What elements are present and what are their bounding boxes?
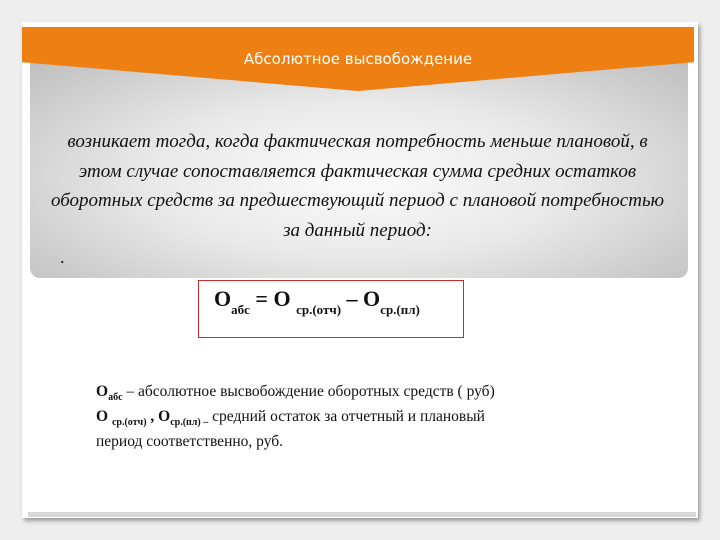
legend-text: – абсолютное высвобождение оборотных средств ( руб) bbox=[122, 383, 495, 400]
formula bbox=[214, 286, 420, 317]
formula-term1: О bbox=[273, 286, 297, 311]
legend-separator: , О bbox=[146, 408, 171, 425]
formula-lhs-sub: абс bbox=[231, 302, 250, 317]
formula-lhs: О bbox=[214, 286, 232, 311]
formula-term2: О bbox=[363, 286, 381, 311]
bullet-dot: . bbox=[60, 247, 65, 267]
formula-equals: = bbox=[249, 286, 274, 311]
banner-title: Абсолютное высвобождение bbox=[243, 50, 473, 68]
legend-line-2 bbox=[96, 405, 616, 430]
description-text: возникает тогда, когда фактическая потребность меньше плановой, в этом случае сопоставляется фактическая сумма средних остатков оборотных средств за предшествующий период с плановой потребностью за данный период: bbox=[51, 131, 664, 241]
legend-symbol: О bbox=[96, 383, 109, 400]
bottom-strip bbox=[28, 512, 696, 517]
legend-symbol-sub: ср.(отч) bbox=[111, 417, 147, 428]
formula-term2-sub: ср.(пл) bbox=[380, 302, 420, 317]
legend-symbol-sub: абс bbox=[108, 392, 123, 403]
legend-line-1 bbox=[96, 380, 616, 405]
legend-symbol: О bbox=[96, 408, 112, 425]
formula-term1-sub: ср.(отч) bbox=[296, 302, 342, 317]
formula-minus: – bbox=[341, 286, 364, 311]
legend-line-3: период соответственно, руб. bbox=[96, 433, 284, 450]
legend-text: средний остаток за отчетный и плановый bbox=[208, 408, 485, 425]
legend bbox=[96, 380, 616, 453]
legend-symbol-sub: ср.(пл) – bbox=[170, 417, 209, 428]
